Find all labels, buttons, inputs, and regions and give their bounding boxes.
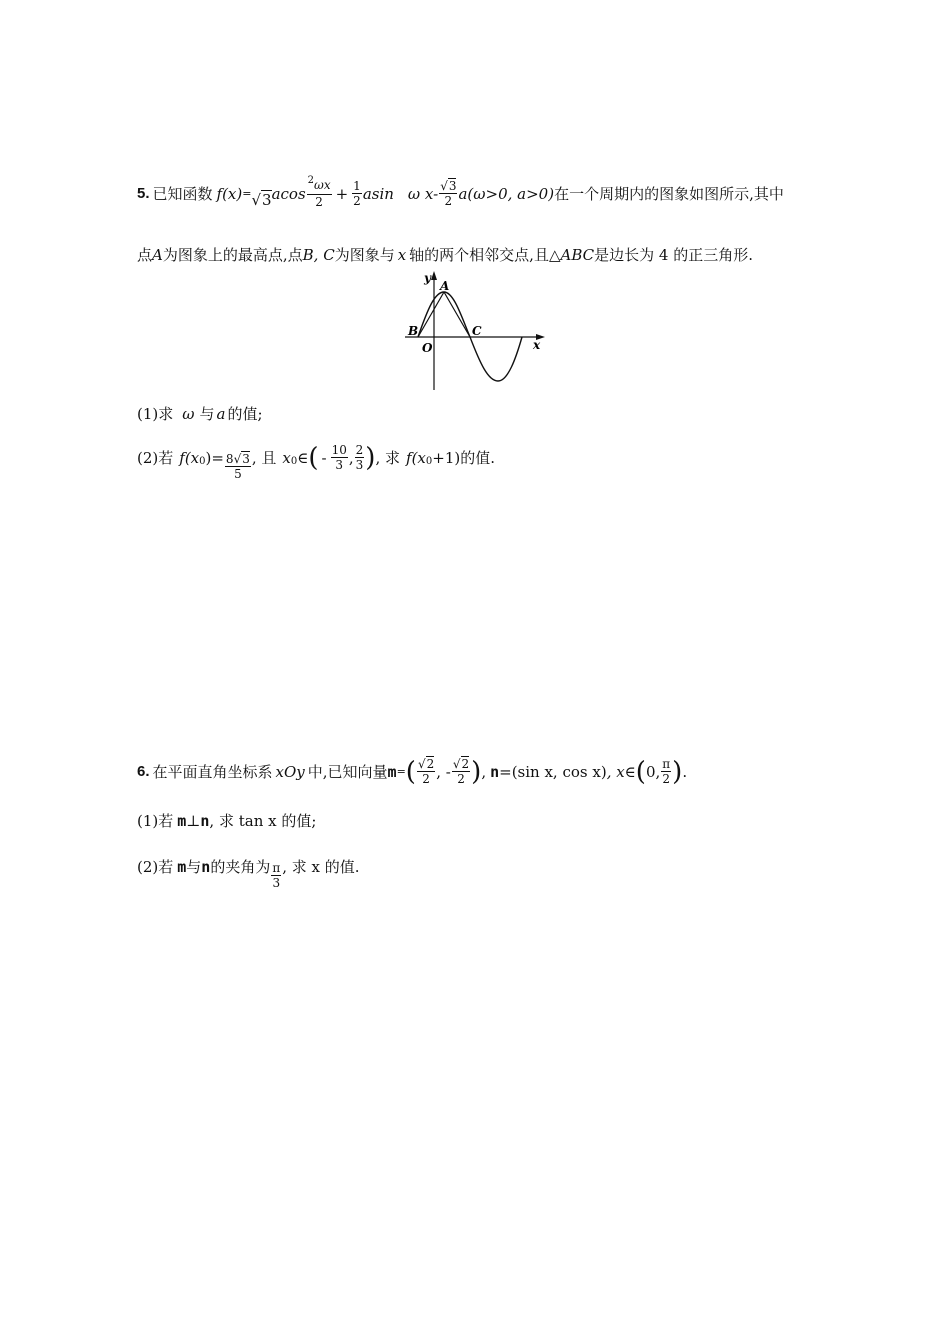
q5-graph bbox=[400, 268, 550, 393]
q5-line2-a: 点 bbox=[137, 246, 153, 264]
q6-mid: 中,已知向量 bbox=[307, 763, 388, 781]
label-y: y bbox=[424, 271, 431, 285]
q5-sub2-fx0: (x bbox=[411, 448, 426, 467]
q6-sub1-m: m bbox=[177, 811, 187, 830]
q5-sub2-five: 5 bbox=[234, 467, 242, 481]
y-axis-arrow bbox=[431, 271, 437, 280]
q6-m-lparen: ( bbox=[405, 756, 416, 787]
q6-line-1 bbox=[137, 757, 687, 786]
q6-sub2-three: 3 bbox=[272, 876, 281, 890]
q5-sub2-plus1: +1) bbox=[432, 448, 461, 467]
q6-range-two: 2 bbox=[662, 772, 671, 786]
q5-sub2-in: ∈ bbox=[297, 448, 309, 467]
q6-range-pi: π bbox=[662, 757, 671, 771]
q5-sub2-sub0: 0 bbox=[199, 456, 206, 467]
q6-vector-n: n bbox=[490, 762, 500, 781]
q5-points-BC: B, C bbox=[302, 245, 335, 264]
q5-sub2-ten: 10 bbox=[331, 443, 347, 457]
q6-m-frac1: $\frac{√2}{2}$ bbox=[417, 757, 435, 786]
q5-intro: 已知函数 bbox=[152, 185, 213, 203]
q6-m-root2-b: 2 bbox=[461, 757, 470, 771]
q6-sub1-n: n bbox=[200, 811, 210, 830]
q5-half-den: 2 bbox=[353, 194, 361, 208]
q6-sub1-pre: (1)若 bbox=[137, 812, 174, 830]
q5-a-cos: acos bbox=[271, 184, 306, 203]
q6-sub2-pi-third bbox=[271, 861, 281, 890]
q5-fx: f(x) bbox=[216, 184, 243, 203]
q5-sub2-close-eq: )= bbox=[205, 448, 224, 467]
triangle-side-AC bbox=[444, 292, 470, 337]
q5-sub2-pre: (2)若 bbox=[137, 449, 174, 467]
q5-sub2-f2: f bbox=[406, 448, 412, 467]
q5-sub2-x0-open: (x bbox=[184, 448, 200, 467]
q6-sub2-post: , 求 x 的值. bbox=[282, 858, 360, 876]
q6-xOy: xOy bbox=[275, 762, 305, 781]
q5-cos-frac bbox=[307, 175, 332, 209]
label-x: x bbox=[533, 338, 541, 352]
q5-sub2-three-b: 3 bbox=[355, 458, 364, 472]
q5-sub2-frac: $\frac{8√3}{5}$ bbox=[225, 452, 250, 481]
q5-eq: = bbox=[242, 187, 252, 200]
q5-line2-e: 是边长为 4 的正三角形. bbox=[594, 246, 753, 264]
q5-sub2-two: 2 bbox=[355, 443, 364, 457]
q5-sqrt3-wrap: √3 bbox=[251, 190, 272, 209]
q5-a-cond: a(ω>0, a>0) bbox=[458, 184, 555, 203]
q5-cos-sup: 2 bbox=[307, 175, 315, 186]
q6-number: 6. bbox=[137, 763, 150, 780]
q5-sub2-mid: , 且 bbox=[251, 449, 277, 467]
q5-x-axis-ref: x bbox=[397, 245, 407, 264]
q6-sub2 bbox=[137, 852, 360, 890]
q5-line-2 bbox=[137, 244, 753, 265]
label-C: C bbox=[472, 324, 482, 338]
q5-sub1-a: a bbox=[216, 404, 226, 423]
q5-root3-den: 2 bbox=[444, 194, 453, 208]
q5-sub2-x0: x bbox=[282, 448, 291, 467]
q5-point-A: A bbox=[152, 245, 163, 264]
q6-range-pi-half bbox=[661, 757, 671, 786]
q6-comma-x: , x∈ bbox=[606, 762, 636, 781]
q5-sub2-neg: - bbox=[321, 448, 327, 467]
q5-sub1-mid: 与 bbox=[199, 405, 215, 423]
q5-sub2-comma: , bbox=[348, 448, 354, 467]
q5-line-1 bbox=[137, 175, 784, 209]
q5-line2-b: 为图象上的最高点,点 bbox=[162, 246, 303, 264]
q6-sub1-post: , 求 tan x 的值; bbox=[209, 812, 317, 830]
q5-plus: + bbox=[335, 184, 349, 203]
q6-m-den-b: 2 bbox=[457, 772, 465, 786]
q5-sub2-frac-2-3 bbox=[355, 443, 365, 472]
q6-n-def: =(sin x, cos x) bbox=[499, 762, 607, 781]
q6-range-rparen: ) bbox=[672, 756, 683, 787]
q6-sub1 bbox=[137, 810, 316, 831]
q6-m-neg: , - bbox=[436, 762, 451, 781]
q6-intro: 在平面直角坐标系 bbox=[152, 763, 273, 781]
q5-sub2-frac-10-3 bbox=[331, 443, 348, 472]
q6-m-den-a: 2 bbox=[422, 772, 430, 786]
q5-half-frac bbox=[352, 179, 362, 208]
q5-sqrt3: 3 bbox=[262, 190, 272, 209]
q6-m-frac2: $\frac{√2}{2}$ bbox=[452, 757, 470, 786]
q5-triangle-ABC: ABC bbox=[560, 245, 595, 264]
triangle-side-BA bbox=[418, 292, 444, 337]
q6-sep: , bbox=[481, 762, 487, 781]
q5-sub2-x0-sub: 0 bbox=[290, 456, 298, 467]
q5-sub2-f: f bbox=[179, 448, 185, 467]
q6-range-zero: 0, bbox=[645, 762, 661, 781]
q6-sub2-pre: (2)若 bbox=[137, 858, 174, 876]
q5-sub2-fx0-sub: 0 bbox=[425, 456, 433, 467]
q5-a-sin: asin bbox=[362, 184, 394, 203]
q6-range-lparen: ( bbox=[635, 756, 646, 787]
q6-sub2-m: m bbox=[177, 857, 187, 876]
q5-denom-2: 2 bbox=[315, 195, 323, 209]
q6-sub2-n: n bbox=[201, 857, 211, 876]
q5-sub1-omega: ω bbox=[182, 404, 195, 423]
q6-sub1-perp: ⊥ bbox=[186, 811, 201, 830]
q5-sub2-rparen: ) bbox=[365, 442, 376, 473]
q5-sub1 bbox=[137, 403, 263, 424]
q5-line2-d: 轴的两个相邻交点,且△ bbox=[409, 246, 561, 264]
q5-omega-x-minus: ω x- bbox=[407, 184, 439, 203]
q6-vector-m: m bbox=[387, 762, 397, 781]
q5-sub2-root3: 3 bbox=[242, 452, 250, 466]
q5-tail: 在一个周期内的图象如图所示,其中 bbox=[554, 185, 784, 203]
q6-m-eq: = bbox=[396, 765, 406, 778]
q6-m-root2-a: 2 bbox=[426, 757, 435, 771]
q5-half-num: 1 bbox=[353, 179, 361, 193]
q5-root3-num: 3 bbox=[448, 179, 457, 193]
q5-sub2-end: 的值. bbox=[460, 449, 495, 467]
q5-line2-c: 为图象与 bbox=[334, 246, 395, 264]
q5-sub2 bbox=[137, 442, 495, 481]
q5-root3-half: $\frac{√3}{2}$ bbox=[440, 179, 457, 208]
q6-m-rparen: ) bbox=[471, 756, 482, 787]
q6-sub2-pi: π bbox=[272, 861, 281, 875]
q5-sub2-eight: 8 bbox=[225, 452, 234, 466]
q5-number: 5. bbox=[137, 185, 150, 202]
label-O: O bbox=[422, 341, 433, 355]
label-B: B bbox=[408, 324, 419, 338]
q5-sub2-lparen: ( bbox=[308, 442, 319, 473]
q5-sub1-pre: (1)求 bbox=[137, 405, 174, 423]
q5-sub2-post: , 求 bbox=[375, 449, 400, 467]
q5-omega-x: ωx bbox=[314, 178, 331, 192]
label-A: A bbox=[440, 279, 450, 293]
q6-end: . bbox=[682, 762, 688, 781]
q6-sub2-mid2: 的夹角为 bbox=[210, 858, 271, 876]
q5-sub1-post: 的值; bbox=[227, 405, 263, 423]
q5-sub2-three-a: 3 bbox=[335, 458, 344, 472]
q6-sub2-mid: 与 bbox=[186, 858, 202, 876]
